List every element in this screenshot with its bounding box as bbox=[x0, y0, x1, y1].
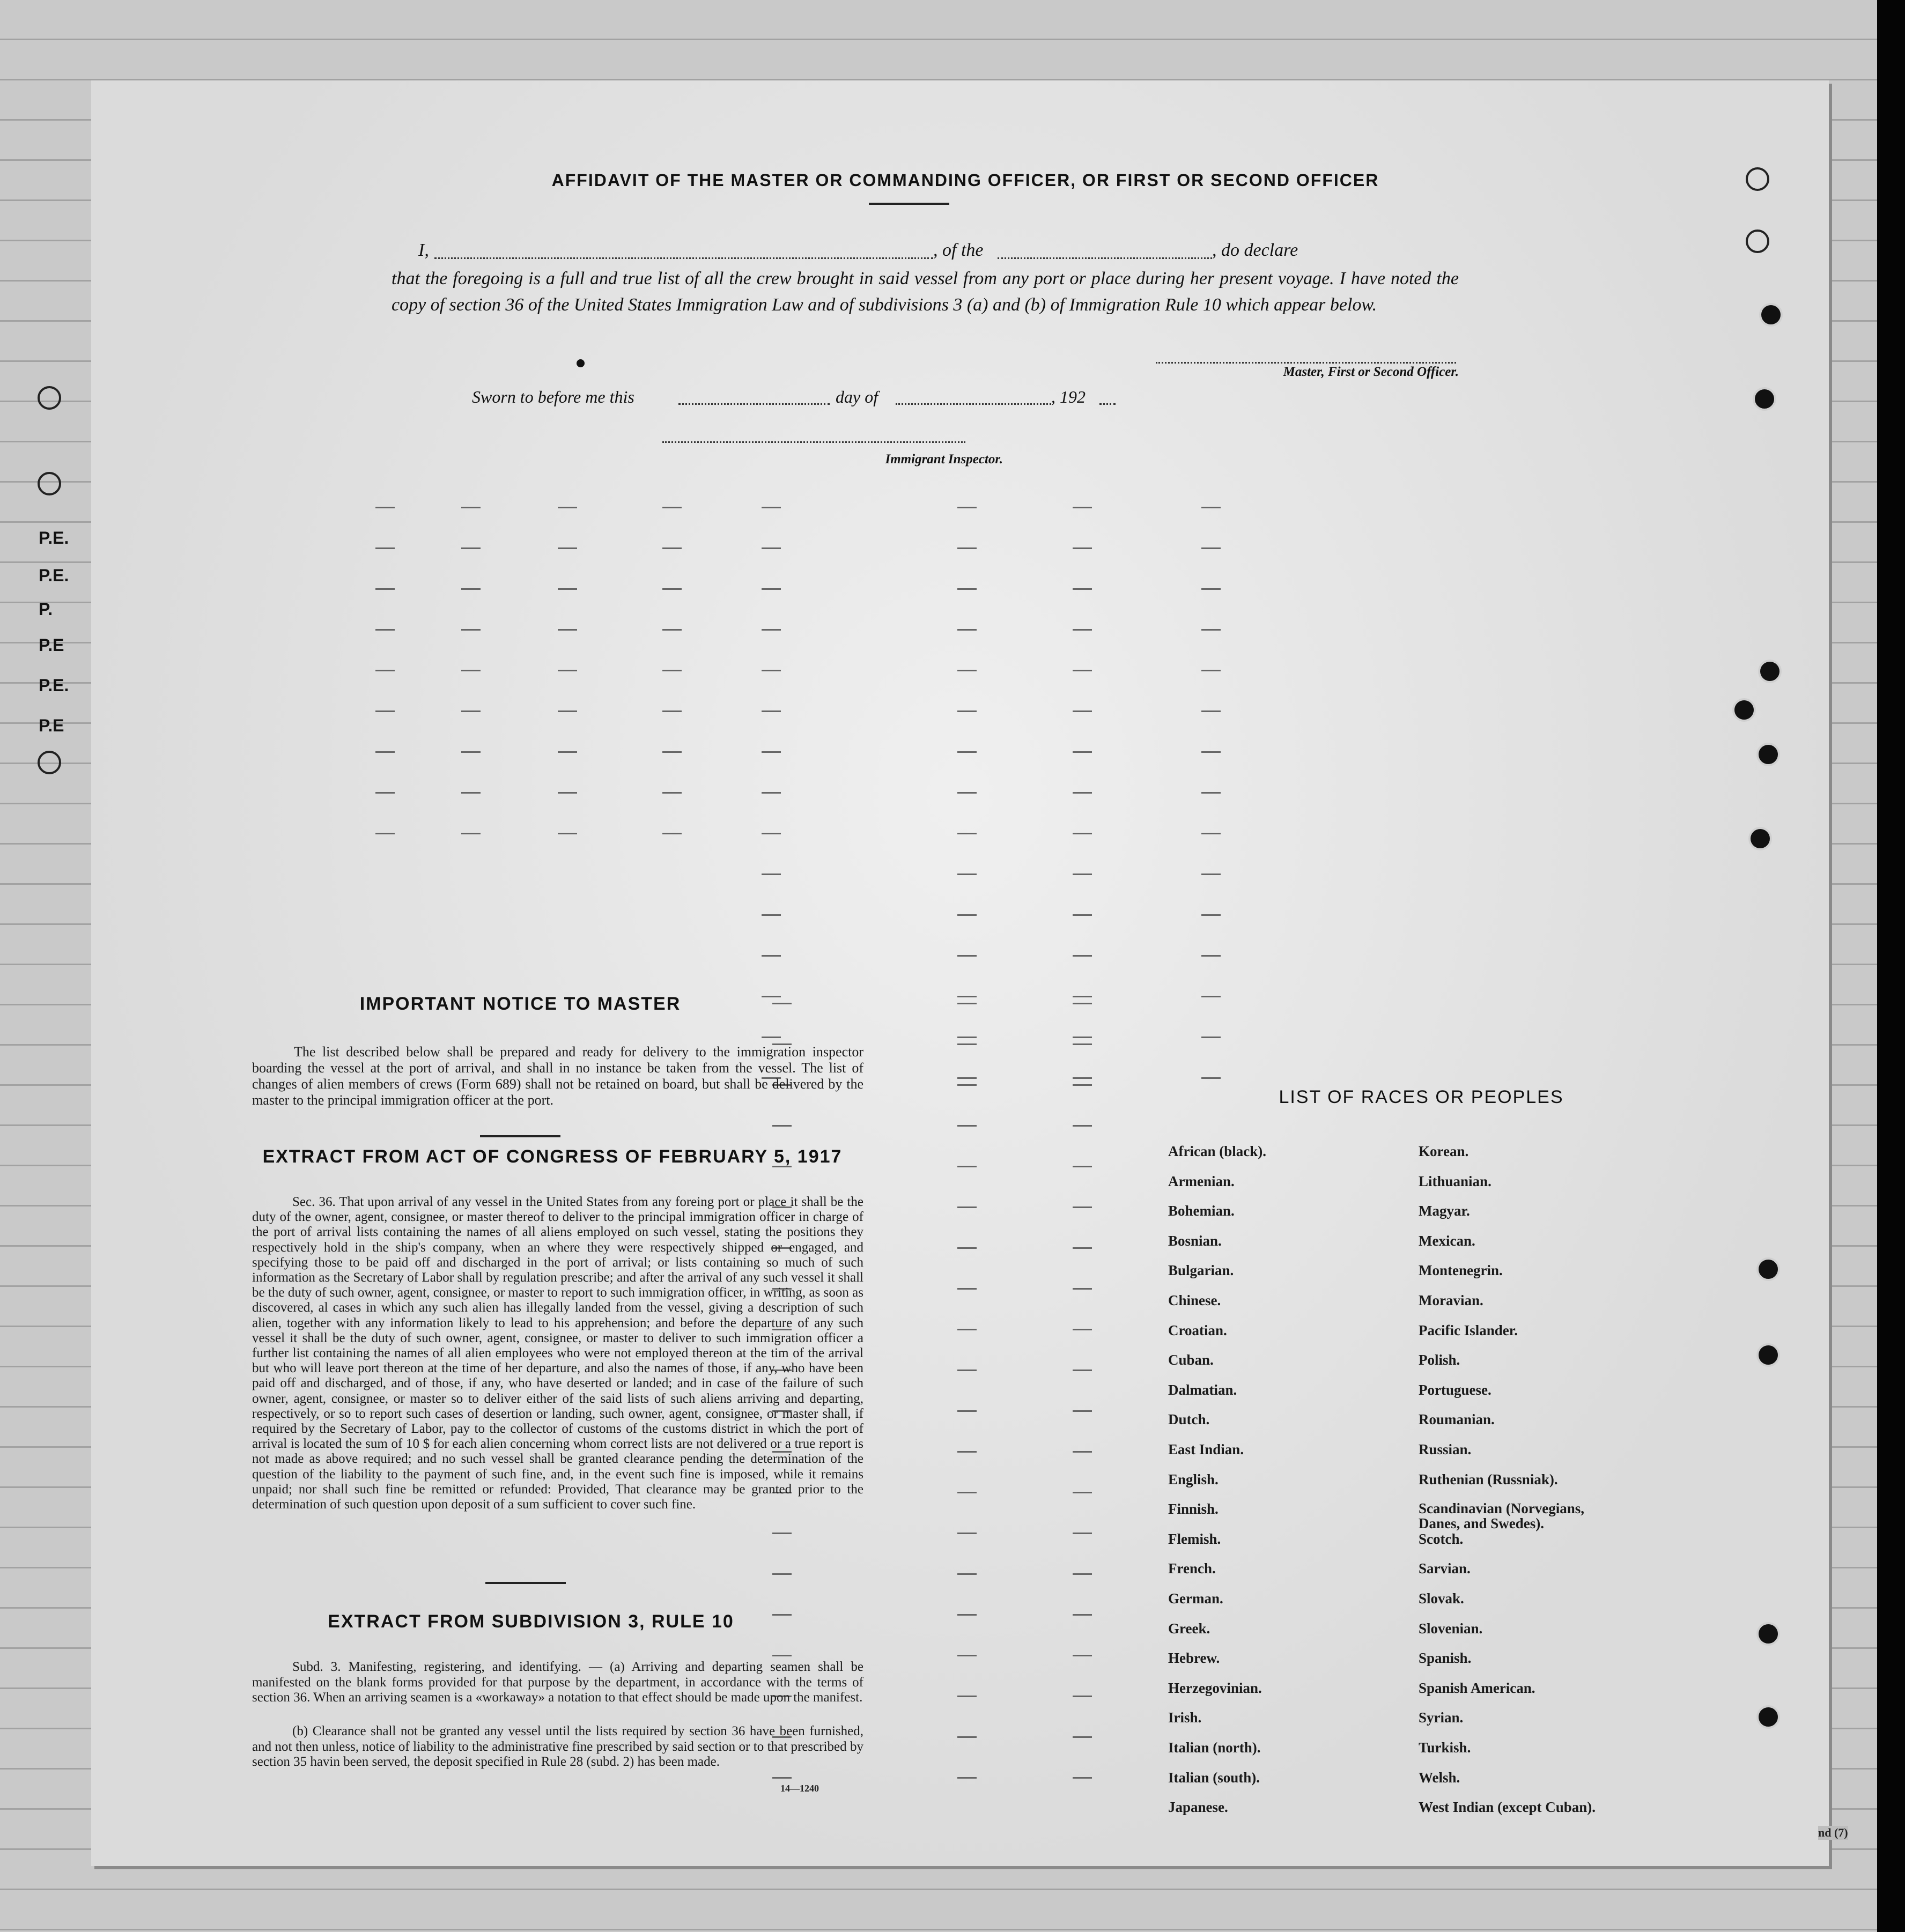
ditto-mark bbox=[662, 507, 682, 508]
ditto-mark bbox=[762, 874, 781, 875]
race-item: Roumanian. bbox=[1419, 1411, 1495, 1428]
ditto-mark bbox=[662, 792, 682, 794]
rule-para-b: (b) Clearance shall not be granted any vessel until the lists required by section 36 have been furnished, and not then unless, notice of liability to the administrative fine prescribed by said section or to that prescribed by section 35 havin been served, the deposit specified in Rule 28 (subd. 2) has been made. bbox=[252, 1724, 863, 1769]
affidavit-sheet bbox=[91, 80, 1829, 1866]
ditto-mark bbox=[772, 1573, 792, 1575]
race-item: Dalmatian. bbox=[1168, 1381, 1237, 1398]
name-blank bbox=[434, 257, 933, 259]
punch-hole bbox=[38, 472, 61, 495]
affidavit-body: that the foregoing is a full and true list of all the crew brought in said vessel from any port or place during her present voyage. I have noted the copy of section 36 of the United States Immigration Law and of subdivisions 3 (a) and (b) of Immigration Rule 10 which appear below. bbox=[392, 269, 1459, 315]
race-item: Dutch. bbox=[1168, 1411, 1210, 1428]
ditto-mark bbox=[957, 1410, 977, 1412]
ditto-mark bbox=[957, 1084, 977, 1086]
ditto-mark bbox=[558, 547, 577, 549]
ditto-mark bbox=[461, 670, 481, 671]
race-item: Polish. bbox=[1419, 1352, 1460, 1368]
ditto-mark bbox=[957, 1614, 977, 1616]
ditto-mark bbox=[461, 751, 481, 753]
ditto-mark bbox=[375, 588, 395, 590]
of-the-label: , of the bbox=[933, 240, 984, 260]
ditto-mark bbox=[558, 751, 577, 753]
ditto-mark bbox=[1201, 914, 1221, 916]
punch-hole bbox=[1756, 743, 1780, 766]
ditto-mark bbox=[662, 751, 682, 753]
punch-hole bbox=[1756, 1257, 1780, 1281]
ditto-mark bbox=[957, 1247, 977, 1249]
inspector-label: Immigrant Inspector. bbox=[885, 452, 1003, 467]
affidavit-title: AFFIDAVIT OF THE MASTER OR COMMANDING OFFICER, OR FIRST OR SECOND OFFICER bbox=[551, 171, 1379, 190]
ditto-mark bbox=[1073, 710, 1092, 712]
race-item: Greek. bbox=[1168, 1620, 1210, 1637]
ditto-mark bbox=[375, 833, 395, 834]
ditto-mark bbox=[662, 629, 682, 631]
race-item: Flemish. bbox=[1168, 1530, 1221, 1547]
ditto-mark bbox=[957, 1003, 977, 1004]
ditto-mark bbox=[1073, 1696, 1092, 1697]
ditto-mark bbox=[1073, 1037, 1092, 1038]
race-item: French. bbox=[1168, 1560, 1216, 1577]
ditto-mark bbox=[1073, 1655, 1092, 1656]
ditto-mark bbox=[662, 670, 682, 671]
ditto-mark bbox=[957, 1492, 977, 1493]
race-item: Syrian. bbox=[1419, 1709, 1464, 1726]
ditto-mark bbox=[772, 1655, 792, 1656]
ditto-mark bbox=[762, 629, 781, 631]
ditto-mark bbox=[762, 670, 781, 671]
race-item: East Indian. bbox=[1168, 1441, 1244, 1457]
ditto-mark bbox=[1073, 1573, 1092, 1575]
vessel-blank bbox=[998, 257, 1212, 259]
ink-dot bbox=[577, 359, 585, 367]
ditto-mark bbox=[957, 1206, 977, 1208]
race-item: English. bbox=[1168, 1471, 1219, 1487]
ditto-mark bbox=[957, 547, 977, 549]
ditto-mark bbox=[957, 1166, 977, 1167]
ditto-mark bbox=[762, 792, 781, 794]
act-title: EXTRACT FROM ACT OF CONGRESS OF FEBRUARY 5, 1917 bbox=[262, 1146, 843, 1167]
ditto-mark bbox=[772, 1125, 792, 1127]
race-item: Scandinavian (Norvegians, Danes, and Swedes). bbox=[1419, 1500, 1585, 1532]
race-item: German. bbox=[1168, 1590, 1223, 1607]
bleed-row bbox=[279, 507, 1759, 517]
form-number: 14—1240 bbox=[780, 1783, 819, 1794]
race-item: West Indian (except Cuban). bbox=[1419, 1799, 1596, 1816]
ditto-mark bbox=[1201, 996, 1221, 997]
race-item: Armenian. bbox=[1168, 1173, 1235, 1189]
bleed-row bbox=[279, 550, 1759, 560]
ditto-mark bbox=[1201, 710, 1221, 712]
punch-hole bbox=[1756, 1705, 1780, 1729]
ditto-mark bbox=[1073, 1533, 1092, 1534]
ditto-mark bbox=[1201, 670, 1221, 671]
ditto-mark bbox=[461, 507, 481, 508]
races-title: LIST OF RACES OR PEOPLES bbox=[1279, 1087, 1564, 1107]
ditto-mark bbox=[1073, 1206, 1092, 1208]
race-item: Herzegovinian. bbox=[1168, 1679, 1262, 1696]
ditto-mark bbox=[957, 1370, 977, 1371]
ditto-mark bbox=[558, 588, 577, 590]
race-item: African (black). bbox=[1168, 1143, 1266, 1159]
year-blank bbox=[1099, 403, 1116, 405]
ditto-mark bbox=[1201, 792, 1221, 794]
ditto-mark bbox=[1201, 751, 1221, 753]
punch-hole bbox=[1753, 387, 1776, 411]
ditto-mark bbox=[1073, 1084, 1092, 1086]
ditto-mark bbox=[662, 833, 682, 834]
ditto-mark bbox=[1201, 1037, 1221, 1038]
race-item: Mexican. bbox=[1419, 1232, 1475, 1249]
race-item: Montenegrin. bbox=[1419, 1262, 1503, 1279]
ditto-mark bbox=[957, 914, 977, 916]
ditto-mark bbox=[461, 547, 481, 549]
margin-tag: P.E. bbox=[39, 676, 69, 695]
ditto-mark bbox=[762, 833, 781, 834]
race-item: Spanish. bbox=[1419, 1650, 1472, 1667]
ditto-mark bbox=[1073, 507, 1092, 508]
race-item: Italian (south). bbox=[1168, 1769, 1260, 1786]
act-body: Sec. 36. That upon arrival of any vessel in the United States from any foreing port or place it shall be the duty of the owner, agent, consignee, or master thereof to deliver to the principal immigration officer in charge of the port of arrival lists containing the names of all aliens employed on such vessel, stating the positions they respectively hold in the ship's company, when an where they were respectively shipped or engaged, and specifying those to be paid off and discharged in the port of arrival; or lists containing so much of such information as the Secretary of Labor shall by regulation prescribe; and after the arrival of any such vessel it shall be the duty of such owner, agent, consignee, or master to report to such immigration officer, in writing, as soon as discovered, al cases in which any such alien has illegally landed from the vessel, giving a description of such alien, together with any information likely to lead to his apprehension; and before the departure of any such vessel it shall be the duty of such owner, agent, consignee, or master to deliver to such immigration officer a further list containing the names of all alien employees who were not employed thereon at the tim of the arrival but who will leave port thereon at the time of her departure, and also the names of those, if any, who have been paid off and discharged, and of those, if any, who have deserted or landed; and in case of the failure of such owner, agent, consignee, or master so to deliver either of the said lists of such aliens arriving and departing, respectively, or so to report such cases of desertion or landing, such owner, agent, consignee, or master shall, if required by the Secretary of Labor, pay to the collector of customs of the customs district in which the port of arrival is located the sum of 10 $ for each alien concerning whom correct lists are not delivered or a true report is not made as above required; and no such vessel shall be granted clearance pending the determination of the question of the liability to the payment of such fine, and, in the event such fine is imposed, while it remains unpaid; nor shall such fine be remitted or refunded: Provided, That clearance may be granted prior to the determination of such question upon deposit of a sum sufficient to cover such fine. bbox=[252, 1195, 863, 1512]
ditto-mark bbox=[1073, 1077, 1092, 1079]
ditto-mark bbox=[1073, 1247, 1092, 1249]
ditto-mark bbox=[957, 996, 977, 997]
ditto-mark bbox=[1073, 1329, 1092, 1330]
margin-tag: P.E. bbox=[39, 566, 69, 585]
ditto-mark bbox=[957, 710, 977, 712]
year-label: , 192 bbox=[1051, 387, 1086, 406]
race-item: Moravian. bbox=[1419, 1292, 1483, 1308]
ditto-mark bbox=[957, 588, 977, 590]
ditto-mark bbox=[772, 1533, 792, 1534]
punch-hole bbox=[1756, 1622, 1780, 1646]
race-item: Lithuanian. bbox=[1419, 1173, 1491, 1189]
ditto-mark bbox=[957, 1077, 977, 1079]
ditto-mark bbox=[1073, 1370, 1092, 1371]
punch-hole bbox=[1758, 660, 1782, 683]
race-item: Slovenian. bbox=[1419, 1620, 1483, 1637]
ditto-mark bbox=[1201, 955, 1221, 957]
ditto-mark bbox=[957, 751, 977, 753]
rule-title: EXTRACT FROM SUBDIVISION 3, RULE 10 bbox=[328, 1611, 734, 1632]
race-item: Slovak. bbox=[1419, 1590, 1464, 1607]
ditto-mark bbox=[558, 507, 577, 508]
rule-rule bbox=[485, 1582, 566, 1584]
ditto-mark bbox=[1201, 588, 1221, 590]
margin-tag: P.E bbox=[39, 635, 64, 655]
inspector-line bbox=[662, 441, 965, 443]
ditto-mark bbox=[662, 547, 682, 549]
ditto-mark bbox=[558, 792, 577, 794]
ditto-mark bbox=[662, 710, 682, 712]
ditto-mark bbox=[1201, 507, 1221, 508]
ditto-mark bbox=[762, 955, 781, 957]
ditto-mark bbox=[762, 507, 781, 508]
notice-body: The list described below shall be prepared and ready for delivery to the immigration inspector boarding the vessel at the port of arrival, and shall in no instance be taken from the vessel. The list of changes of alien members of crews (Form 689) shall not be retained on board, but shall be delivered by the master to the principal immigration officer at the port. bbox=[252, 1044, 863, 1108]
race-item: Japanese. bbox=[1168, 1799, 1228, 1816]
month-blank bbox=[896, 403, 1051, 405]
ditto-mark bbox=[957, 507, 977, 508]
corner-note: nd (7) bbox=[1818, 1826, 1848, 1839]
bleed-row bbox=[279, 467, 1759, 477]
punch-hole bbox=[1756, 1343, 1780, 1367]
ditto-mark bbox=[558, 833, 577, 834]
ditto-mark bbox=[1073, 1410, 1092, 1412]
ditto-mark bbox=[772, 1777, 792, 1779]
ditto-mark bbox=[461, 710, 481, 712]
ditto-mark bbox=[1201, 874, 1221, 875]
ditto-mark bbox=[1073, 1043, 1092, 1045]
ditto-mark bbox=[957, 955, 977, 957]
ditto-mark bbox=[957, 1037, 977, 1038]
race-item: Scotch. bbox=[1419, 1530, 1464, 1547]
punch-hole bbox=[1732, 698, 1756, 722]
race-item: Irish. bbox=[1168, 1709, 1202, 1726]
ditto-mark bbox=[1201, 1077, 1221, 1079]
ditto-mark bbox=[1073, 996, 1092, 997]
punch-hole bbox=[1746, 230, 1769, 253]
race-item: Korean. bbox=[1419, 1143, 1469, 1159]
ditto-mark bbox=[762, 914, 781, 916]
act-rule bbox=[480, 1135, 560, 1137]
ditto-mark bbox=[1073, 1492, 1092, 1493]
ditto-mark bbox=[558, 710, 577, 712]
ditto-mark bbox=[558, 670, 577, 671]
ditto-mark bbox=[375, 507, 395, 508]
punch-hole bbox=[1748, 827, 1772, 850]
race-item: Ruthenian (Russniak). bbox=[1419, 1471, 1558, 1487]
ditto-mark bbox=[957, 1533, 977, 1534]
ditto-mark bbox=[762, 710, 781, 712]
race-item: Magyar. bbox=[1419, 1203, 1470, 1219]
ditto-mark bbox=[1073, 670, 1092, 671]
ditto-mark bbox=[957, 792, 977, 794]
ditto-mark bbox=[1073, 1736, 1092, 1738]
ditto-mark bbox=[461, 792, 481, 794]
ditto-mark bbox=[1073, 955, 1092, 957]
ditto-mark bbox=[762, 588, 781, 590]
ditto-mark bbox=[375, 547, 395, 549]
declare-label: , do declare bbox=[1212, 240, 1298, 260]
ditto-mark bbox=[762, 547, 781, 549]
race-item: Turkish. bbox=[1419, 1739, 1471, 1756]
ditto-mark bbox=[662, 588, 682, 590]
ditto-mark bbox=[375, 629, 395, 631]
ditto-mark bbox=[1073, 588, 1092, 590]
ditto-mark bbox=[1201, 547, 1221, 549]
ditto-mark bbox=[957, 1573, 977, 1575]
ditto-mark bbox=[1073, 547, 1092, 549]
ditto-mark bbox=[558, 629, 577, 631]
ditto-mark bbox=[1073, 792, 1092, 794]
punch-hole bbox=[1746, 167, 1769, 191]
race-item: Welsh. bbox=[1419, 1769, 1460, 1786]
ditto-mark bbox=[957, 1043, 977, 1045]
ditto-mark bbox=[1073, 1166, 1092, 1167]
race-item: Hebrew. bbox=[1168, 1650, 1220, 1667]
ditto-mark bbox=[957, 1451, 977, 1453]
race-item: Italian (north). bbox=[1168, 1739, 1261, 1756]
ditto-mark bbox=[375, 670, 395, 671]
ditto-mark bbox=[957, 1736, 977, 1738]
ditto-mark bbox=[461, 833, 481, 834]
ditto-mark bbox=[957, 1655, 977, 1656]
margin-tag: P. bbox=[39, 599, 53, 619]
ditto-mark bbox=[1073, 874, 1092, 875]
title-rule bbox=[869, 203, 949, 205]
race-item: Bosnian. bbox=[1168, 1232, 1222, 1249]
signature-label: Master, First or Second Officer. bbox=[1283, 365, 1459, 379]
ditto-mark bbox=[1201, 833, 1221, 834]
race-item: Chinese. bbox=[1168, 1292, 1221, 1308]
ditto-mark bbox=[1073, 1125, 1092, 1127]
punch-hole bbox=[38, 386, 61, 410]
race-item: Cuban. bbox=[1168, 1352, 1214, 1368]
ditto-mark bbox=[1073, 1451, 1092, 1453]
race-item: Bulgarian. bbox=[1168, 1262, 1234, 1279]
ditto-mark bbox=[762, 751, 781, 753]
margin-tag: P.E. bbox=[39, 528, 69, 547]
race-item: Russian. bbox=[1419, 1441, 1472, 1457]
race-item: Croatian. bbox=[1168, 1322, 1227, 1338]
ditto-mark bbox=[1073, 1614, 1092, 1616]
punch-hole bbox=[38, 751, 61, 774]
ditto-mark bbox=[957, 1696, 977, 1697]
ditto-mark bbox=[375, 751, 395, 753]
rule-para-a: Subd. 3. Manifesting, registering, and identifying. — (a) Arriving and departing seamen shall be manifested on the blank forms provided for that purpose by the department, in accordance with the terms of section 36. When an arriving seamen is a «workaway» a notation to that effect should be made upon the manifest. bbox=[252, 1660, 863, 1705]
day-blank bbox=[678, 403, 830, 405]
ditto-mark bbox=[957, 1288, 977, 1290]
ditto-mark bbox=[957, 1777, 977, 1779]
race-item: Portuguese. bbox=[1419, 1381, 1491, 1398]
race-item: Bohemian. bbox=[1168, 1203, 1235, 1219]
ditto-mark bbox=[957, 670, 977, 671]
day-of-label: day of bbox=[836, 387, 878, 406]
notice-title: IMPORTANT NOTICE TO MASTER bbox=[359, 994, 681, 1014]
race-item: Sarvian. bbox=[1419, 1560, 1471, 1577]
ditto-mark bbox=[762, 1037, 781, 1038]
ditto-mark bbox=[1073, 629, 1092, 631]
ditto-mark bbox=[461, 588, 481, 590]
race-item: Finnish. bbox=[1168, 1501, 1219, 1518]
race-item: Pacific Islander. bbox=[1419, 1322, 1518, 1338]
ditto-mark bbox=[957, 874, 977, 875]
margin-tag: P.E bbox=[39, 716, 64, 735]
ditto-mark bbox=[957, 833, 977, 834]
race-item: Spanish American. bbox=[1419, 1679, 1535, 1696]
ditto-mark bbox=[1073, 1003, 1092, 1004]
ditto-mark bbox=[1201, 629, 1221, 631]
ditto-mark bbox=[1073, 914, 1092, 916]
ditto-mark bbox=[1073, 833, 1092, 834]
ditto-mark bbox=[1073, 751, 1092, 753]
signature-line bbox=[1156, 362, 1456, 364]
ditto-mark bbox=[957, 1329, 977, 1330]
punch-hole bbox=[1759, 303, 1783, 327]
ditto-mark bbox=[375, 792, 395, 794]
ditto-mark bbox=[375, 710, 395, 712]
ditto-mark bbox=[957, 629, 977, 631]
ditto-mark bbox=[461, 629, 481, 631]
ditto-mark bbox=[957, 1125, 977, 1127]
ditto-mark bbox=[1073, 1288, 1092, 1290]
sworn-prefix: Sworn to before me this bbox=[472, 387, 634, 406]
declarant-prefix: I, bbox=[418, 240, 429, 260]
ditto-mark bbox=[1073, 1777, 1092, 1779]
